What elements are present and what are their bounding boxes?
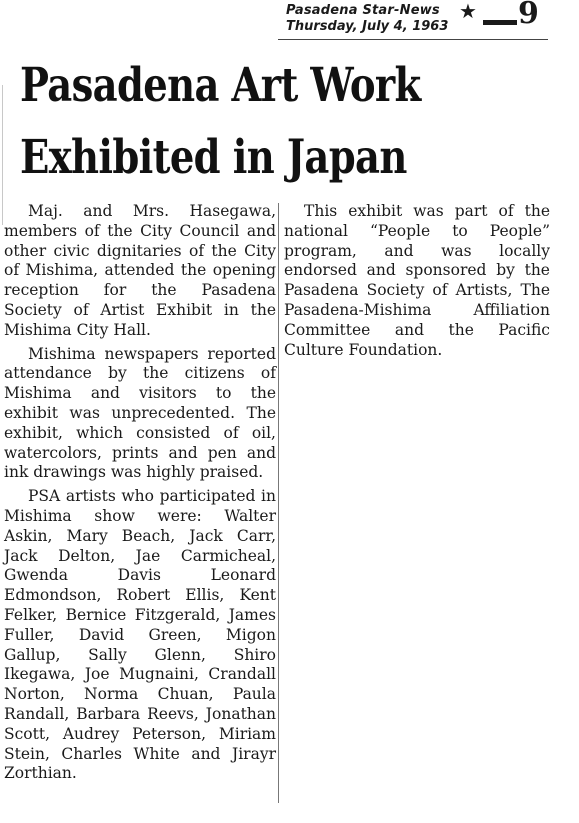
margin-mark [2,85,3,225]
masthead-rule [278,39,548,40]
page-number: 9 [518,0,539,31]
issue-date: Thursday, July 4, 1963 [286,19,449,34]
masthead [278,2,548,44]
left-column [4,202,276,788]
column-divider [278,203,279,803]
headline: Pasadena Art Work Exhibited in Japan [20,58,421,185]
masthead-dash [483,20,517,25]
star-icon: ★ [459,0,477,23]
paragraph: This exhibit was part of the national “People to People” program, and was locally endorsed and sponsored by the Pasadena Society of Artists, The Pasadena-Mishima Affiliation Committee and the Pacific Culture Foundation. [284,202,550,359]
paragraph: Mishima newspapers reported attendance by the citizens of Mishima and visitors to the exhibit was unprecedented. The exhibit, which consisted of oil, watercolors, prints and pen and ink drawings was highly praised. [4,344,276,482]
paragraph: PSA artists who participated in Mishima show were: Walter Askin, Mary Beach, Jack Carr, Jack Delton, Jae Carmicheal, Gwenda Davis Leonard Edmondson, Robert Ellis, Kent Felker, Bernice Fitzgerald, James Fuller, David Green, Migon Gallup, Sally Glenn, Shiro Ikegawa, Joe Mugnaini, Crandall Norton, Norma Chuan, Paula Randall, Barbara Reevs, Jonathan Scott, Audrey Peterson, Miriam Stein, Charles White and Jirayr Zorthian. [4,487,276,783]
newspaper-name: Pasadena Star-News [286,3,440,18]
paragraph: Maj. and Mrs. Hasegawa, members of the City Council and other civic dignitaries of the City of Mishima, attended the opening reception for the Pasadena Society of Artist Exhibit in the Mishima City Hall. [4,202,276,339]
right-column [284,202,550,364]
